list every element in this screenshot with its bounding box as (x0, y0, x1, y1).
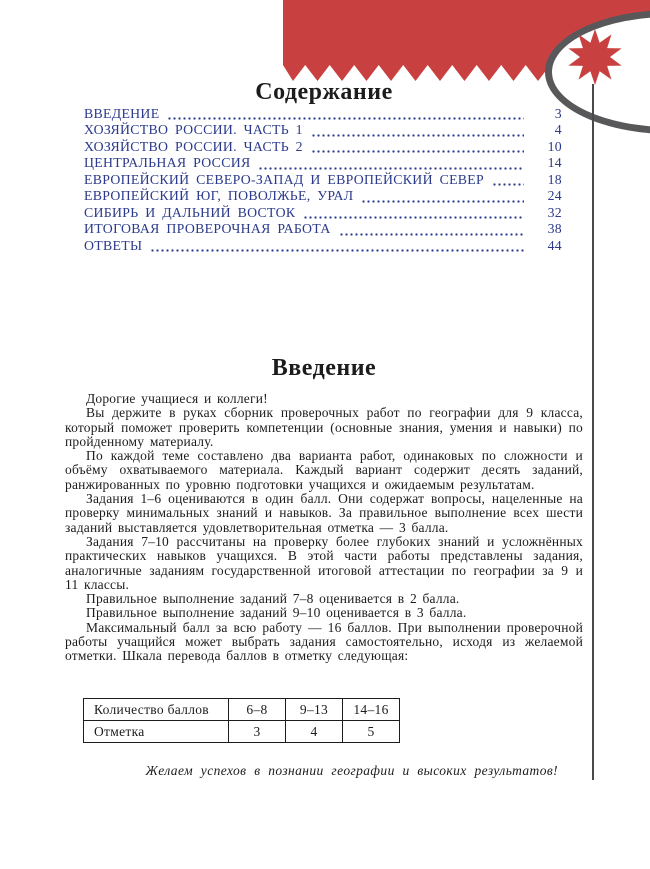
toc-item (84, 155, 562, 171)
score-table-row-header: Отметка (84, 721, 229, 743)
score-table-cell: 4 (286, 721, 343, 743)
intro-paragraph: Дорогие учащиеся и коллеги! (86, 391, 268, 406)
toc-dot-leader (311, 134, 524, 137)
score-table-cell: 9–13 (286, 699, 343, 721)
toc-dot-leader (492, 183, 524, 186)
intro-paragraph: Правильное выполнение заданий 9–10 оценивается в 3 балла. (86, 605, 467, 621)
toc-item (84, 106, 562, 122)
intro-paragraph: Правильное выполнение заданий 7–8 оценивается в 2 балла. (86, 591, 460, 607)
toc-item-label: СИБИРЬ И ДАЛЬНИЙ ВОСТОК (84, 204, 296, 220)
toc-page-number: 38 (547, 221, 562, 237)
toc-item (84, 122, 562, 138)
toc-item-label: ВВЕДЕНИЕ (84, 106, 160, 121)
toc-page-number: 18 (547, 171, 562, 187)
toc-item (84, 221, 562, 237)
toc-page-number: 3 (554, 106, 562, 121)
toc-dot-leader (361, 200, 524, 203)
intro-paragraph: Вы держите в руках сборник проверочных работ по географии для 9 класса, который поможет проверить компетенции (основные знания, умения и навыки) по пройденному материалу. (65, 405, 583, 449)
toc-dot-leader (339, 233, 524, 236)
toc-dot-leader (167, 117, 524, 120)
toc-item (84, 172, 562, 188)
toc-dot-leader (303, 216, 524, 219)
score-table-cell: 3 (229, 721, 286, 743)
toc-title: Содержание (255, 79, 393, 105)
toc-page-number: 32 (547, 204, 562, 220)
toc-item (84, 188, 562, 204)
toc-list (84, 106, 562, 254)
starburst-icon (565, 27, 625, 87)
intro-paragraph: Максимальный балл за всю работу — 16 баллов. При выполнении проверочной работы учащийся может выбрать задания самостоятельно, исходя из желаемой отметки. Шкала перевода баллов в отметку следующая: (65, 619, 583, 664)
toc-page-number: 44 (547, 237, 562, 253)
logo-stem-line (592, 84, 594, 780)
intro-paragraph: Задания 7–10 рассчитаны на проверку более глубоких знаний и усложнённых практических навыков учащихся. В этой части работы представлены задания, аналогичные заданиям государственной итоговой аттестации по географии за 9 и 11 классы. (65, 533, 583, 592)
toc-item-label: ЦЕНТРАЛЬНАЯ РОССИЯ (84, 155, 251, 171)
toc-item-label: ЕВРОПЕЙСКИЙ ЮГ, ПОВОЛЖЬЕ, УРАЛ (84, 188, 354, 204)
intro-body (65, 392, 583, 664)
toc-page-number: 10 (547, 138, 562, 154)
toc-dot-leader (150, 249, 524, 252)
score-table-cell: 14–16 (343, 699, 400, 721)
table-row (84, 721, 400, 743)
toc-page-number: 24 (547, 188, 562, 204)
score-table (83, 698, 400, 743)
toc-page-number: 14 (547, 155, 562, 171)
toc-item (84, 238, 562, 254)
score-table-cell: 6–8 (229, 699, 286, 721)
table-row (84, 699, 400, 721)
score-table-cell: 5 (343, 721, 400, 743)
intro-paragraph: По каждой теме составлено два варианта работ, одинаковых по сложности и объёму охватываемого материала. Каждый вариант содержит десять заданий, ранжированных по уровню подготовки учащихся и ожидаемым результатам. (65, 448, 583, 492)
toc-dot-leader (311, 150, 524, 153)
toc-item (84, 205, 562, 221)
toc-dot-leader (258, 167, 524, 170)
toc-item-label: ИТОГОВАЯ ПРОВЕРОЧНАЯ РАБОТА (84, 221, 331, 237)
toc-item-label: ХОЗЯЙСТВО РОССИИ. ЧАСТЬ 2 (84, 138, 303, 154)
score-table-row-header: Количество баллов (84, 699, 229, 721)
intro-title: Введение (271, 355, 377, 381)
toc-item-label: ЕВРОПЕЙСКИЙ СЕВЕРО-ЗАПАД И ЕВРОПЕЙСКИЙ СЕВЕР (84, 171, 485, 187)
toc-item-label: ХОЗЯЙСТВО РОССИИ. ЧАСТЬ 1 (84, 122, 303, 138)
toc-page-number: 4 (554, 122, 562, 138)
closing-line: Желаем успехов в познании географии и высоких результатов! (145, 763, 558, 778)
intro-paragraph: Задания 1–6 оцениваются в один балл. Они содержат вопросы, нацеленные на проверку минимальных знаний и навыков. За правильное выполнение всех шести заданий выставляется удовлетворительная отметка — 3 балла. (65, 491, 583, 535)
toc-item (84, 139, 562, 155)
toc-item-label: ОТВЕТЫ (84, 237, 143, 253)
